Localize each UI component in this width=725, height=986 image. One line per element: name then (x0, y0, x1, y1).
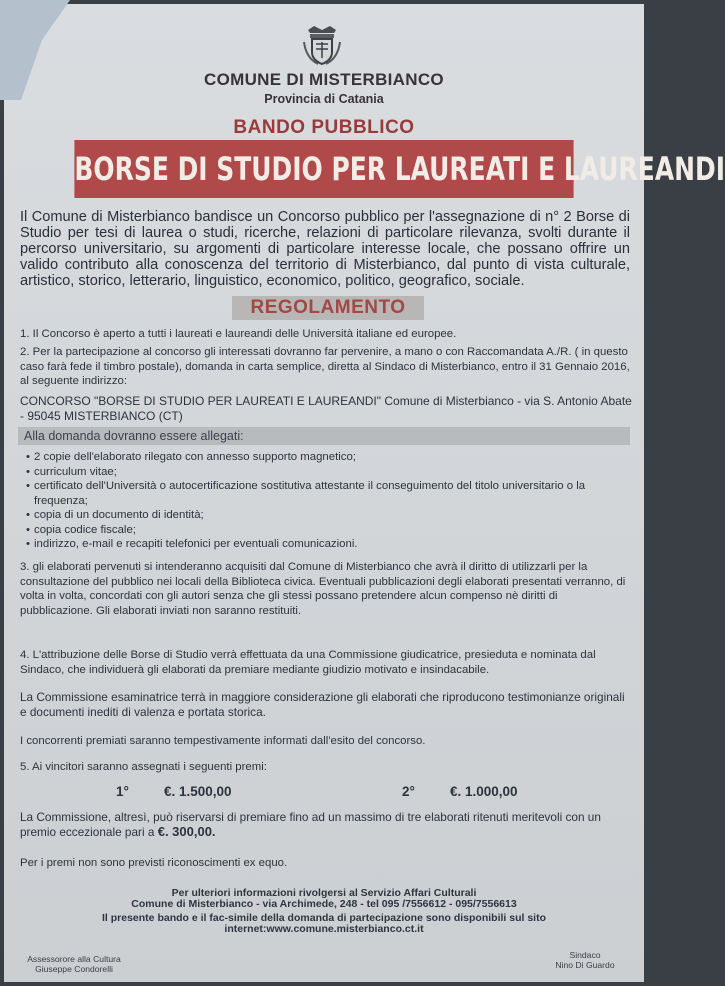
list-item: • copia codice fiscale; (26, 523, 136, 536)
commission-note: La Commissione esaminatrice terrà in maggiore considerazione gli elaborati che riproducono testimonianze originali e documenti inediti di valenza e portata storica. (20, 690, 625, 719)
poster (4, 4, 725, 982)
attachments-list (26, 450, 630, 552)
attachments-heading: Alla domanda dovranno essere allegati: (18, 427, 630, 445)
rule-3: 3. gli elaborati pervenuti si intenderanno acquisiti dal Comune di Misterbianco che avrà il diritto di utilizzarli per la consultazione del pubblico nei locali della Biblioteca civica. Eventuali pubblicazioni degli elaborati presentati verranno, di volta in volta, concordati con gli autori senza che gli stessi possano pretendere alcun compenso nè diritti di pubblicazione. Gli elaborati inviati non saranno restituiti. (20, 561, 626, 617)
prize-2-amount: €. 1.000,00 (450, 784, 518, 799)
notice-type: BANDO PUBBLICO (233, 117, 415, 138)
list-item: • indirizzo, e-mail e recapiti telefonici per eventuali comunicazioni. (26, 538, 358, 550)
winners-notified: I concorrenti premiati saranno tempestivamente informati dall'esito del concorso. (20, 735, 426, 747)
intro-paragraph: Il Comune di Misterbianco bandisce un Concorso pubblico per l'assegnazione di n° 2 Borse di Studio per tesi di laurea o studi, ricerche, relazioni di particolare rilevanza, svolti durante il percorso universitario, su argomenti di particolare interesse locale, che possano offrire un valido contributo alla conoscenza del territorio di Misterbianco, dal punto di vista culturale, artistico, storico, letterario, linguistico, economico, politico, geografico, sociale. (20, 209, 630, 289)
list-item: • certificato dell'Università o autocertificazione sostitutiva attestante il conseguimento del titolo universitario o la frequenza; (26, 480, 586, 507)
prize-1-amount: €. 1.500,00 (164, 784, 232, 799)
main-title-banner: BORSE DI STUDIO PER LAUREATI E LAUREANDI (74, 140, 573, 198)
info-line: Per ulteriori informazioni rivolgersi al Servizio Affari Culturali (171, 887, 477, 899)
prize-1-rank: 1° (116, 784, 129, 799)
rule-4: 4. L'attribuzione delle Borse di Studio verrà effettuata da una Commissione giudicatrice, presieduta e nominata dal Sindaco, che individuerà gli elaborati da premiare mediante giudizio motivato e insindacabile. (20, 649, 596, 676)
contact-line: Comune di Misterbianco - via Archimede, 248 - tel 095 /7556612 - 095/7556613 (131, 898, 517, 910)
extra-prize-amount: €. 300,00. (157, 823, 216, 839)
list-item: • copia di un documento di identità; (26, 509, 204, 521)
assessor-signature: Assessorore alla Cultura Giuseppe Condorelli (27, 954, 121, 974)
extra-prize-note: La Commissione, altresì, può riservarsi di premiare fino ad un massimo di tre elaborati ritenuti meritevoli con un premio eccezionale pari a €. 300,00. (20, 810, 601, 839)
municipality-title: COMUNE DI MISTERBIANCO (204, 70, 444, 89)
list-item: • 2 copie dell'elaborato rilegato con annesso supporto magnetico; (26, 451, 356, 463)
province-subtitle: Provincia di Catania (264, 92, 384, 106)
website-line: internet:www.comune.misterbianco.ct.it (224, 923, 424, 935)
rule-1: 1. Il Concorso è aperto a tutti i laureati e laureandi delle Università italiane ed europee. (20, 328, 457, 340)
rule-5: 5. Ai vincitori saranno assegnati i seguenti premi: (20, 761, 267, 773)
coat-of-arms-icon (300, 24, 344, 68)
mayor-signature: Sindaco Nino Di Guardo (555, 950, 615, 970)
list-item: • curriculum vitae; (26, 465, 117, 478)
section-heading: REGOLAMENTO (232, 296, 424, 320)
ex-aequo-note: Per i premi non sono previsti riconoscimenti ex equo. (20, 857, 288, 869)
postal-address: CONCORSO "BORSE DI STUDIO PER LAUREATI E LAUREANDI" Comune di Misterbianco - via S. Antonio Abate - 95045 MISTERBIANCO (CT) (20, 394, 632, 423)
rule-2: 2. Per la partecipazione al concorso gli interessati dovranno far pervenire, a mano o con Raccomandata A./R. ( in questo caso farà fede il timbro postale), domanda in carta semplice, diretta al Sindaco di Misterbianco, entro il 31 Gennaio 2016, al seguente indirizzo: (20, 346, 630, 387)
prize-2-rank: 2° (402, 784, 415, 799)
availability-line: Il presente bando e il fac-simile della domanda di partecipazione sono disponibili sul sito (102, 912, 546, 924)
